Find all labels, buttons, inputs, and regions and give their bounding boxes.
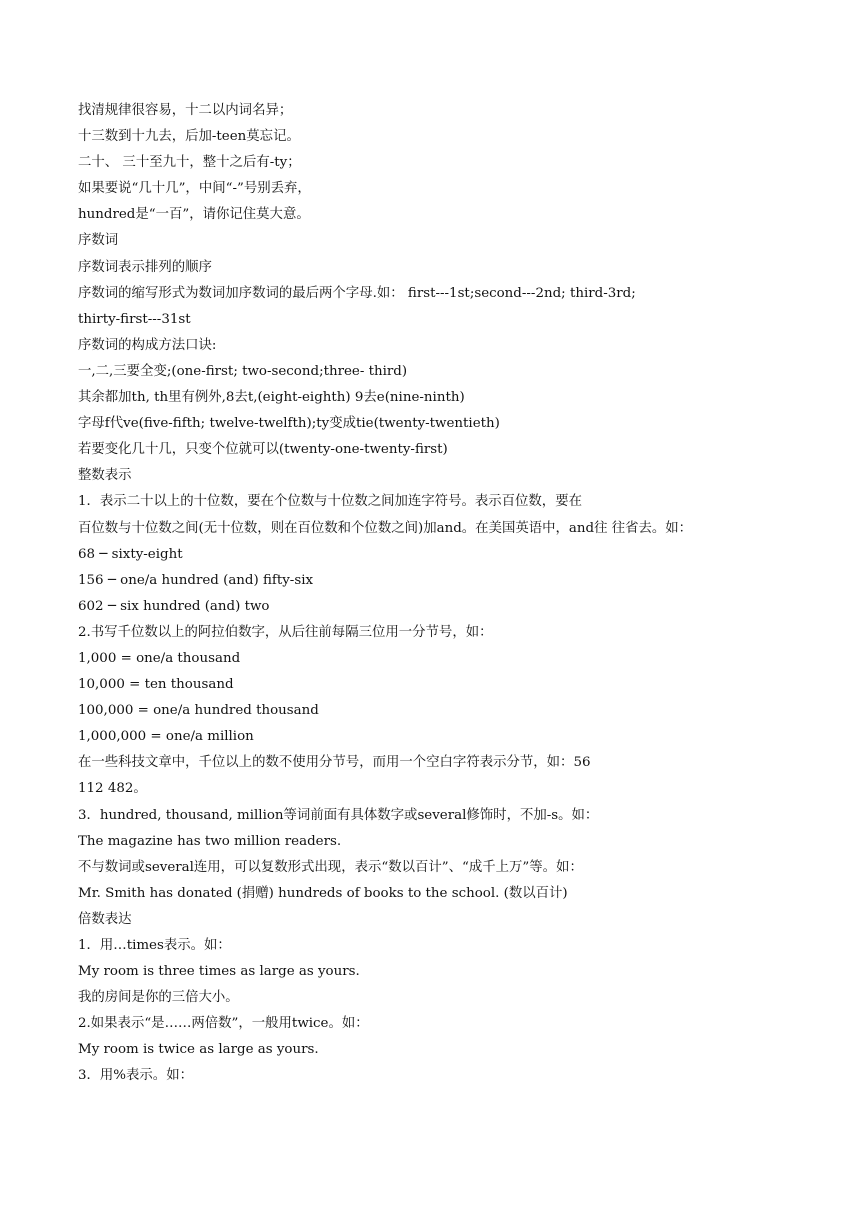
text-line: 其余都加th, th里有例外,8去t,(eight-eighth) 9去e(nine-ninth) [78, 390, 465, 406]
text-line: 十三数到十九去，后加-teen莫忘记。 [78, 129, 300, 145]
text-line: thirty-first---31st [78, 311, 191, 327]
text-line: 3．用%表示。如： [78, 1068, 193, 1084]
text-line: 1,000 = one/a thousand [78, 650, 241, 666]
text-line: My room is twice as large as yours. [78, 1042, 319, 1058]
text-line: The magazine has two million readers. [78, 833, 342, 849]
section-heading: 序数词 [78, 233, 119, 249]
text-line: 如果要说“几十几”，中间“-”号别丢弃， [78, 181, 311, 197]
text-line: 不与数词或several连用，可以复数形式出现，表示“数以百计”、“成千上万”等。如： [78, 859, 583, 875]
text-line: 序数词的缩写形式为数词加序数词的最后两个字母.如： first---1st;second---2nd; third-3rd; [78, 285, 636, 301]
text-line: 602 ─ six hundred (and) two [78, 598, 270, 614]
text-line: 1．用…times表示。如： [78, 938, 231, 953]
section-heading: 倍数表达 [78, 911, 132, 927]
text-line: 3．hundred, thousand, million等词前面有具体数字或several修饰时，不加-s。如： [78, 807, 599, 823]
section-heading: 整数表示 [78, 468, 132, 484]
text-line: 二十、 三十至九十，整十之后有-ty； [78, 155, 301, 171]
text-line: hundred是“一百”，请你记住莫大意。 [78, 207, 310, 223]
text-line: 序数词表示排列的顺序 [78, 259, 212, 275]
text-line: 2.如果表示“是……两倍数”，一般用twice。如： [78, 1016, 369, 1032]
text-line: 156 ─ one/a hundred (and) fifty-six [78, 572, 314, 588]
text-line: 1．表示二十以上的十位数，要在个位数与十位数之间加连字符号。表示百位数，要在 [78, 494, 582, 510]
text-line: 2.书写千位数以上的阿拉伯数字，从后往前每隔三位用一分节号，如： [78, 624, 493, 640]
text-line: 我的房间是你的三倍大小。 [78, 990, 239, 1006]
text-line: 100,000 = one/a hundred thousand [78, 703, 319, 719]
text-line: 一,二,三要全变;(one-first; two-second;three- third) [78, 363, 408, 379]
text-line: My room is three times as large as yours. [78, 964, 360, 980]
text-line: 10,000 = ten thousand [78, 677, 234, 693]
text-line: 112 482。 [78, 781, 147, 797]
text-line: 找清规律很容易，十二以内词名异； [78, 103, 293, 118]
text-line: 字母f代ve(five-fifth; twelve-twelfth);ty变成tie(twenty-twentieth) [78, 416, 500, 432]
text-line: 1,000,000 = one/a million [78, 729, 254, 745]
document-body [78, 98, 778, 1090]
text-line: 在一些科技文章中，千位以上的数不使用分节号，而用一个空白字符表示分节，如：56 [78, 755, 591, 771]
text-line: 百位数与十位数之间(无十位数，则在百位数和个位数之间)加and。在美国英语中，and往 往省去。如： [78, 520, 693, 536]
text-line: 68 ─ sixty-eight [78, 546, 183, 562]
text-line: 若要变化几十几，只变个位就可以(twenty-one-twenty-first) [78, 442, 448, 458]
text-line: 序数词的构成方法口诀: [78, 337, 217, 353]
text-line: Mr. Smith has donated (捐赠) hundreds of books to the school. (数以百计) [78, 885, 568, 901]
